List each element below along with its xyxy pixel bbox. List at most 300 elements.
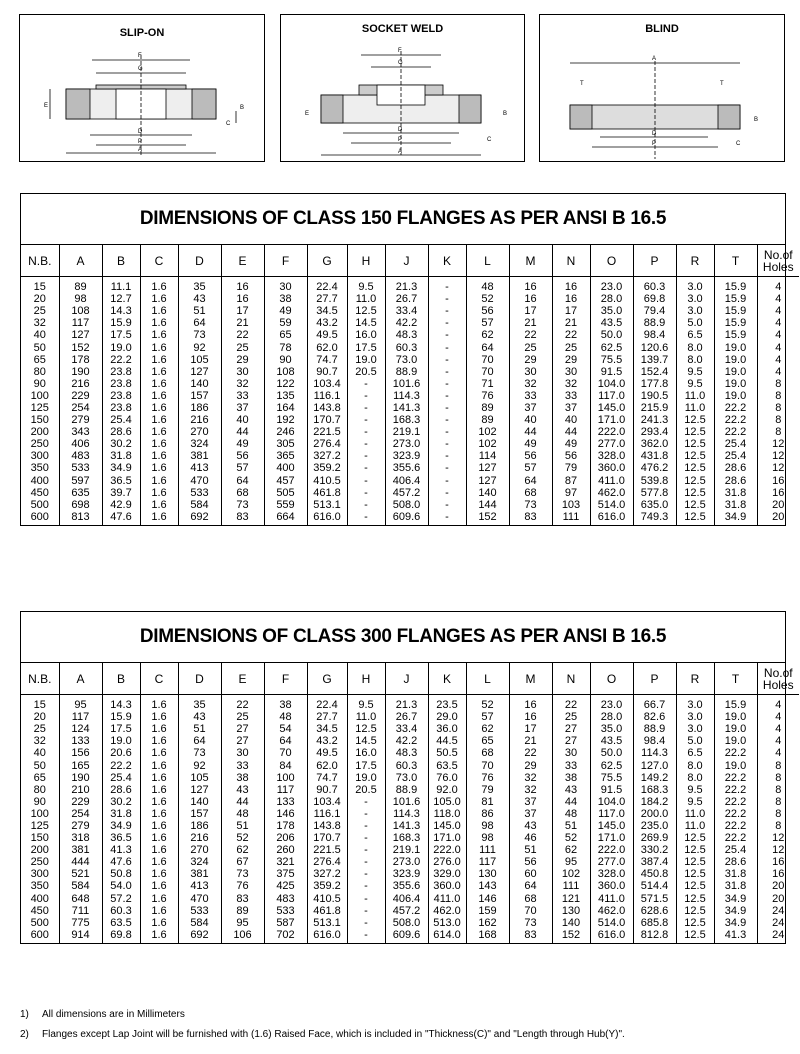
table-cell: 425	[264, 880, 307, 892]
table-cell: 64	[221, 475, 264, 487]
table-cell: 1.6	[140, 893, 178, 905]
table-cell: 1.6	[140, 747, 178, 759]
table-cell: 162	[466, 917, 509, 929]
table-cell: 71	[466, 378, 509, 390]
table-cell: 65	[466, 735, 509, 747]
table-cell: 51	[221, 820, 264, 832]
table-cell: 28.0	[590, 711, 633, 723]
table-cell: 483	[59, 450, 102, 462]
table-row	[21, 475, 799, 487]
table-cell: 52	[466, 293, 509, 305]
table-cell: 250	[21, 438, 59, 450]
table-cell: 16	[221, 277, 264, 294]
table-cell: 1.6	[140, 723, 178, 735]
table-cell: 26.7	[385, 711, 428, 723]
column-header: B	[102, 663, 140, 695]
table-cell: 35	[178, 277, 221, 294]
table-row	[21, 293, 799, 305]
table-cell: 22.4	[307, 277, 347, 294]
column-header: M	[509, 245, 552, 277]
table-cell: 24	[772, 928, 785, 941]
table-title: DIMENSIONS OF CLASS 300 FLANGES AS PER ANSI B 16.5	[21, 612, 785, 663]
table-cell: 89	[466, 402, 509, 414]
table-cell: 90	[264, 354, 307, 366]
table-cell: 1.6	[140, 390, 178, 402]
table-cell: 152.4	[633, 366, 676, 378]
table-cell: 254	[59, 402, 102, 414]
table-row	[21, 378, 799, 390]
table-cell: 62.5	[590, 759, 633, 771]
table-cell: 15.9	[714, 305, 757, 317]
table-cell: 92	[178, 341, 221, 353]
table-cell: 30	[509, 366, 552, 378]
table-cell: 91.5	[590, 366, 633, 378]
svg-text:C: C	[736, 141, 741, 147]
table-cell: 34.5	[307, 305, 347, 317]
table-cell: 270	[178, 844, 221, 856]
table-cell: 43.2	[307, 735, 347, 747]
table-cell: 12.5	[676, 414, 714, 426]
table-cell: 35.0	[590, 305, 633, 317]
table-cell: 6.5	[676, 329, 714, 341]
blind-diagram	[539, 14, 785, 162]
table-cell: 12.5	[347, 305, 385, 317]
table-cell: 1.6	[140, 511, 178, 525]
column-header: A	[59, 663, 102, 695]
table-cell: 140	[178, 796, 221, 808]
table-cell: 51	[509, 844, 552, 856]
table-cell: 328.0	[590, 868, 633, 880]
table-cell: 269.9	[633, 832, 676, 844]
table-cell: 127	[178, 784, 221, 796]
table-cell: 43	[509, 820, 552, 832]
table-cell: 254	[59, 808, 102, 820]
table-cell: 1.6	[140, 929, 178, 943]
table-cell: 8	[775, 819, 782, 832]
table-cell: 63.5	[102, 917, 140, 929]
table-cell: 29	[221, 354, 264, 366]
table-cell: 121	[552, 893, 590, 905]
table-cell: 159	[466, 905, 509, 917]
table-cell: 65	[21, 354, 59, 366]
table-cell: 616.0	[307, 511, 347, 525]
table-cell: 330.2	[633, 844, 676, 856]
table-cell: 350	[21, 880, 59, 892]
table-cell: 4	[775, 735, 782, 748]
table-cell: 16	[772, 856, 785, 869]
column-header: D	[178, 245, 221, 277]
table-cell: 609.6	[385, 511, 428, 525]
table-cell: 584	[59, 880, 102, 892]
table-cell: 476.2	[633, 462, 676, 474]
table-cell: 56	[509, 450, 552, 462]
table-cell: 49	[264, 305, 307, 317]
table-cell: 146	[264, 808, 307, 820]
table-cell: 32	[21, 735, 59, 747]
table-cell: 62	[466, 329, 509, 341]
table-cell: 17	[552, 305, 590, 317]
table-cell: 359.2	[307, 462, 347, 474]
table-cell: 22.2	[714, 796, 757, 808]
column-header: No.of Holes	[757, 245, 799, 277]
table-cell: 43	[178, 293, 221, 305]
table-cell: 12	[772, 450, 785, 463]
table-cell: 648	[59, 893, 102, 905]
table-cell: -	[347, 808, 385, 820]
table-row	[21, 426, 799, 438]
table-cell: 168	[466, 929, 509, 943]
table-cell: 54	[264, 723, 307, 735]
column-header: H	[347, 245, 385, 277]
table-cell: 83	[221, 511, 264, 525]
table-row	[21, 341, 799, 353]
table-cell: -	[428, 402, 466, 414]
column-header: D	[178, 663, 221, 695]
table-cell: 216	[59, 378, 102, 390]
table-cell: 12	[772, 844, 785, 857]
table-cell: 12.5	[676, 929, 714, 943]
table-cell: 8.0	[676, 759, 714, 771]
table-cell: 215.9	[633, 402, 676, 414]
column-header: J	[385, 663, 428, 695]
table-cell: 11.0	[676, 820, 714, 832]
table-cell: 9.5	[347, 695, 385, 712]
table-cell: 157	[178, 808, 221, 820]
table-cell: 139.7	[633, 354, 676, 366]
table-cell: 190	[59, 366, 102, 378]
table-cell: 23.8	[102, 378, 140, 390]
table-cell: 28.6	[714, 462, 757, 474]
table-cell: 9.5	[676, 784, 714, 796]
table-cell: 11.1	[102, 277, 140, 294]
column-header: P	[633, 245, 676, 277]
table-cell: -	[347, 856, 385, 868]
socket-weld-flange-drawing	[281, 15, 526, 163]
table-cell: 117	[59, 317, 102, 329]
table-cell: 17	[509, 723, 552, 735]
table-cell: 177.8	[633, 378, 676, 390]
table-cell: 32	[509, 378, 552, 390]
table-cell: 277.0	[590, 438, 633, 450]
column-header: T	[714, 245, 757, 277]
table-cell: 73	[221, 499, 264, 511]
table-cell: 32	[552, 378, 590, 390]
table-cell: 125	[21, 402, 59, 414]
table-cell: -	[347, 893, 385, 905]
table-cell: 17.5	[102, 723, 140, 735]
table-cell: 38	[221, 772, 264, 784]
table-row	[21, 723, 799, 735]
table-cell: 16	[509, 277, 552, 294]
table-cell: 117	[264, 784, 307, 796]
table-cell: 22	[221, 695, 264, 712]
table-cell: 12.5	[676, 487, 714, 499]
table-cell: 73.0	[385, 772, 428, 784]
table-cell: 16	[772, 868, 785, 881]
table-cell: 20	[21, 711, 59, 723]
table-cell: 42.9	[102, 499, 140, 511]
table-cell: -	[428, 487, 466, 499]
table-cell: 324	[178, 438, 221, 450]
table-row	[21, 711, 799, 723]
table-cell: 170.7	[307, 832, 347, 844]
table-cell: 462.0	[428, 905, 466, 917]
table-cell: 64	[178, 317, 221, 329]
table-cell: 360.0	[590, 462, 633, 474]
table-cell: 48	[221, 808, 264, 820]
footnotes	[20, 1005, 625, 1045]
table-cell: 375	[264, 868, 307, 880]
table-cell: 9.5	[676, 366, 714, 378]
table-cell: -	[428, 475, 466, 487]
table-cell: 31.8	[714, 868, 757, 880]
table-row	[21, 796, 799, 808]
table-cell: 1.6	[140, 462, 178, 474]
table-cell: 12.5	[676, 426, 714, 438]
table-cell: 79	[552, 462, 590, 474]
table-cell: 108	[59, 305, 102, 317]
table-cell: 32	[509, 784, 552, 796]
slip-on-diagram	[19, 14, 265, 162]
table-cell: 149.2	[633, 772, 676, 784]
table-cell: 117.0	[590, 808, 633, 820]
table-cell: 406.4	[385, 893, 428, 905]
table-cell: 702	[264, 929, 307, 943]
table-cell: 44	[221, 426, 264, 438]
table-cell: 27	[221, 735, 264, 747]
table-row	[21, 277, 799, 294]
svg-text:P: P	[398, 137, 403, 143]
table-cell: 23.8	[102, 390, 140, 402]
table-cell: 229	[59, 390, 102, 402]
table-cell: 277.0	[590, 856, 633, 868]
table-cell: 27.7	[307, 293, 347, 305]
table-cell: 144	[466, 499, 509, 511]
table-cell: 25	[552, 341, 590, 353]
table-cell: 39.7	[102, 487, 140, 499]
table-cell: 57	[509, 462, 552, 474]
table-cell: 406.4	[385, 475, 428, 487]
table-cell: 25	[509, 341, 552, 353]
table-cell: 127	[466, 462, 509, 474]
table-cell: 47.6	[102, 511, 140, 525]
table-cell: 15.9	[714, 277, 757, 294]
table-cell: 387.4	[633, 856, 676, 868]
table-cell: 1.6	[140, 402, 178, 414]
table-cell: 103	[552, 499, 590, 511]
table-cell: 8	[775, 783, 782, 796]
table-row	[21, 844, 799, 856]
table-cell: 165	[59, 759, 102, 771]
table-cell: 141.3	[385, 820, 428, 832]
column-header: T	[714, 663, 757, 695]
table-cell: 62	[466, 723, 509, 735]
svg-text:D: D	[138, 129, 143, 135]
table-cell: 34.9	[714, 905, 757, 917]
table-cell: 43	[552, 784, 590, 796]
table-cell: 8.0	[676, 341, 714, 353]
table-cell: 8	[775, 807, 782, 820]
table-cell: 111	[552, 511, 590, 525]
table-cell: -	[347, 426, 385, 438]
table-cell: 11.0	[676, 808, 714, 820]
table-row	[21, 390, 799, 402]
table-cell: 76	[466, 772, 509, 784]
table-cell: 5.0	[676, 317, 714, 329]
table-cell: 16	[772, 486, 785, 499]
table-cell: 143	[466, 880, 509, 892]
table-cell: 88.9	[633, 723, 676, 735]
table-cell: 1.6	[140, 772, 178, 784]
table-cell: 279	[59, 414, 102, 426]
table-cell: 69.8	[633, 293, 676, 305]
table-cell: 457.2	[385, 905, 428, 917]
table-cell: -	[347, 487, 385, 499]
table-cell: 219.1	[385, 426, 428, 438]
table-row	[21, 784, 799, 796]
table-cell: 60.3	[385, 341, 428, 353]
table-cell: 16.0	[347, 747, 385, 759]
table-cell: 135	[264, 390, 307, 402]
table-cell: 4	[775, 305, 782, 318]
table-cell: 19.0	[102, 341, 140, 353]
svg-text:E: E	[305, 111, 310, 117]
table-cell: 67	[221, 856, 264, 868]
table-cell: 143.8	[307, 820, 347, 832]
column-header: R	[676, 663, 714, 695]
table-cell: 29	[509, 354, 552, 366]
table-cell: -	[428, 450, 466, 462]
table-cell: 15.9	[714, 317, 757, 329]
table-cell: 36.0	[428, 723, 466, 735]
table-cell: 57	[466, 317, 509, 329]
table-cell: 533	[178, 487, 221, 499]
column-header: L	[466, 245, 509, 277]
table-cell: 30.2	[102, 438, 140, 450]
table-cell: 48	[552, 808, 590, 820]
table-cell: 19.0	[102, 735, 140, 747]
table-cell: 37	[221, 402, 264, 414]
table-cell: -	[428, 277, 466, 294]
table-cell: 360.0	[428, 880, 466, 892]
table-cell: 1.6	[140, 868, 178, 880]
table-cell: -	[428, 499, 466, 511]
table-cell: 73	[509, 917, 552, 929]
table-cell: 49.5	[307, 329, 347, 341]
slip-on-flange-drawing	[20, 15, 266, 163]
table-row	[21, 499, 799, 511]
table-cell: 15	[21, 695, 59, 712]
table-cell: 37	[509, 808, 552, 820]
column-header: A	[59, 245, 102, 277]
table-cell: 20.5	[347, 784, 385, 796]
table-cell: 22.2	[714, 772, 757, 784]
table-cell: 117	[466, 856, 509, 868]
table-cell: 533	[264, 905, 307, 917]
table-cell: 664	[264, 511, 307, 525]
table-cell: 82.6	[633, 711, 676, 723]
table-cell: 20	[772, 510, 785, 523]
table-cell: 127	[59, 329, 102, 341]
column-header: No.of Holes	[757, 663, 799, 695]
table-cell: 34.9	[714, 511, 757, 525]
table-cell: 51	[552, 820, 590, 832]
table-cell: 559	[264, 499, 307, 511]
table-row	[21, 905, 799, 917]
table-cell: 411.0	[590, 475, 633, 487]
column-header: H	[347, 663, 385, 695]
table-cell: 229	[59, 796, 102, 808]
table-cell: 362.0	[633, 438, 676, 450]
column-header: R	[676, 245, 714, 277]
table-cell: 324	[178, 856, 221, 868]
table-cell: 8	[775, 771, 782, 784]
table-cell: 23.0	[590, 277, 633, 294]
table-cell: 16	[221, 293, 264, 305]
diagram-title: BLIND	[645, 23, 679, 35]
table-cell: 3.0	[676, 723, 714, 735]
table-cell: 22.2	[714, 747, 757, 759]
table-cell: -	[347, 832, 385, 844]
table-cell: 505	[264, 487, 307, 499]
table-cell: 133	[59, 735, 102, 747]
table-row	[21, 305, 799, 317]
table-cell: 321	[264, 856, 307, 868]
table-cell: 775	[59, 917, 102, 929]
table-cell: 210	[59, 784, 102, 796]
table-cell: 60.3	[633, 277, 676, 294]
table-cell: 273.0	[385, 438, 428, 450]
table-cell: 105	[178, 772, 221, 784]
column-header: N	[552, 663, 590, 695]
table-cell: 19.0	[714, 366, 757, 378]
table-cell: 79	[466, 784, 509, 796]
table-cell: 16.0	[347, 329, 385, 341]
table-cell: 127.0	[633, 759, 676, 771]
table-cell: 25	[21, 723, 59, 735]
table-cell: 206	[264, 832, 307, 844]
table-cell: 1.6	[140, 499, 178, 511]
table-cell: 276.4	[307, 856, 347, 868]
table-cell: 62.0	[307, 341, 347, 353]
table-cell: 260	[264, 844, 307, 856]
table-cell: 1.6	[140, 378, 178, 390]
table-cell: -	[347, 880, 385, 892]
table-cell: 4	[775, 329, 782, 342]
table-cell: 30	[221, 366, 264, 378]
table-cell: 12	[772, 462, 785, 475]
svg-text:F: F	[138, 53, 142, 59]
table-cell: 152	[552, 929, 590, 943]
table-cell: 12.7	[102, 293, 140, 305]
table-cell: 12.5	[676, 499, 714, 511]
table-cell: 12.5	[676, 475, 714, 487]
table-cell: 32	[509, 772, 552, 784]
table-cell: 117	[59, 711, 102, 723]
table-cell: 44	[552, 426, 590, 438]
table-cell: 14.3	[102, 305, 140, 317]
table-cell: 1.6	[140, 844, 178, 856]
table-cell: 25.4	[714, 438, 757, 450]
table-cell: 222.0	[590, 426, 633, 438]
table-cell: 12.5	[676, 856, 714, 868]
table-cell: 68	[509, 893, 552, 905]
table-cell: -	[347, 450, 385, 462]
table-cell: 140	[552, 917, 590, 929]
table-cell: 513.0	[428, 917, 466, 929]
socket-weld-diagram	[280, 14, 525, 162]
column-header: L	[466, 663, 509, 695]
